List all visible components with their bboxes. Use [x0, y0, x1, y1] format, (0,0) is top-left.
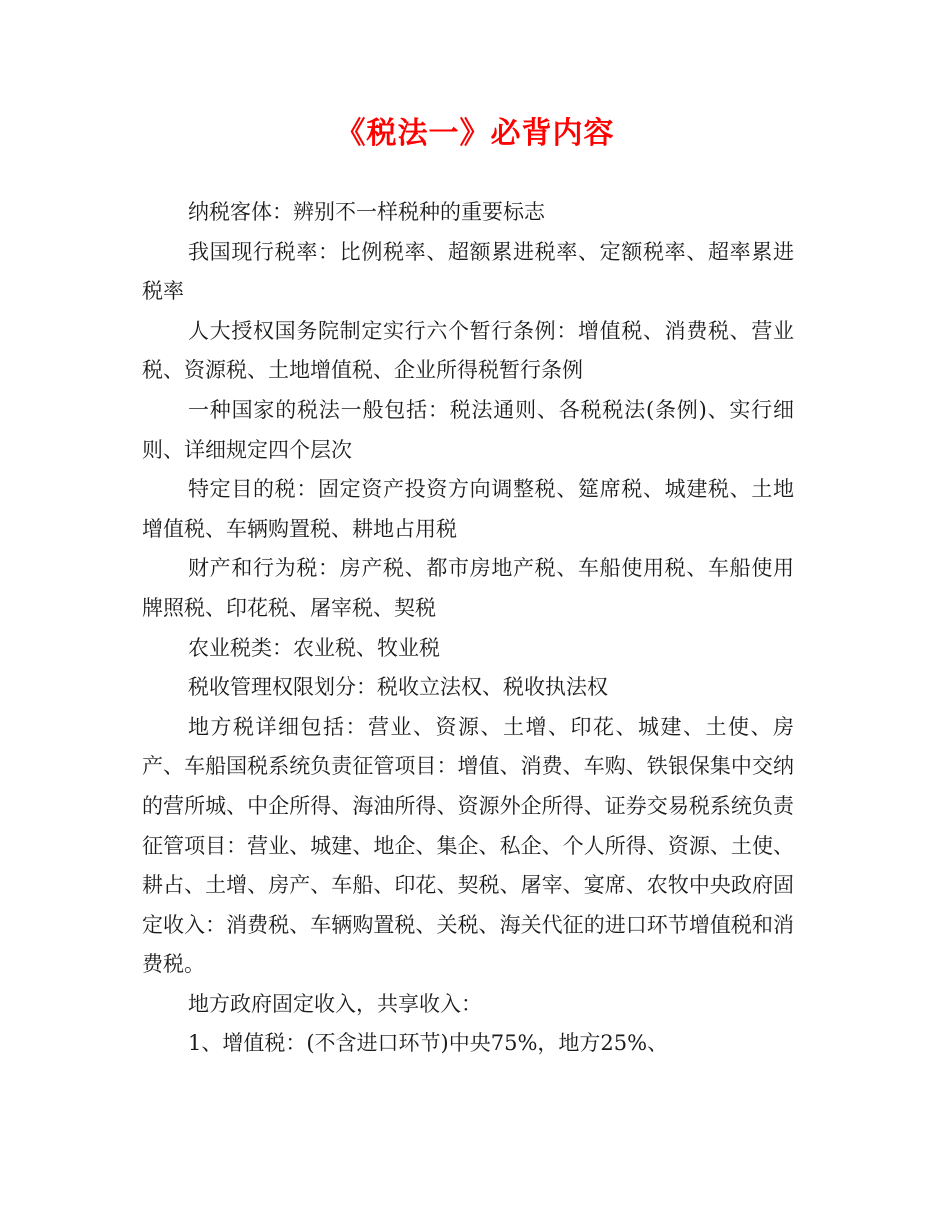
paragraph: 1、增值税：(不含进口环节)中央75%，地方25%、 [188, 1031, 669, 1056]
paragraph: 地方政府固定收入，共享收入： [188, 991, 482, 1016]
paragraph: 税收管理权限划分：税收立法权、税收执法权 [188, 675, 608, 700]
document-body [142, 193, 794, 1064]
paragraph: 农业税类：农业税、牧业税 [188, 635, 440, 660]
paragraph: 财产和行为税：房产税、都市房地产税、车船使用税、车船使用牌照税、印花税、屠宰税、契税 [142, 556, 794, 620]
paragraph: 特定目的税：固定资产投资方向调整税、筵席税、城建税、土地增值税、车辆购置税、耕地占用税 [142, 477, 794, 541]
paragraph: 一种国家的税法一般包括：税法通则、各税税法(条例)、实行细则、详细规定四个层次 [142, 397, 794, 462]
paragraph: 纳税客体：辨别不一样税种的重要标志 [188, 200, 545, 224]
paragraph: 人大授权国务院制定实行六个暂行条例：增值税、消费税、营业税、资源税、土地增值税、企业所得税暂行条例 [142, 318, 794, 383]
paragraph: 我国现行税率：比例税率、超额累进税率、定额税率、超率累进税率 [142, 239, 794, 304]
document-title: 《税法一》必背内容 [335, 116, 615, 151]
paragraph: 地方税详细包括：营业、资源、土增、印花、城建、土使、房产、车船国税系统负责征管项目：增值、消费、车购、铁银保集中交纳的营所城、中企所得、海油所得、资源外企所得、证券交易税系统负责征管项目：营业、城建、地企、集企、私企、个人所得、资源、土使、耕占、土增、房产、车船、印花、契税、屠宰、宴席、农牧中央政府固定收入：消费税、车辆购置税、关税、海关代征的进口环节增值税和消费税。 [142, 714, 794, 977]
